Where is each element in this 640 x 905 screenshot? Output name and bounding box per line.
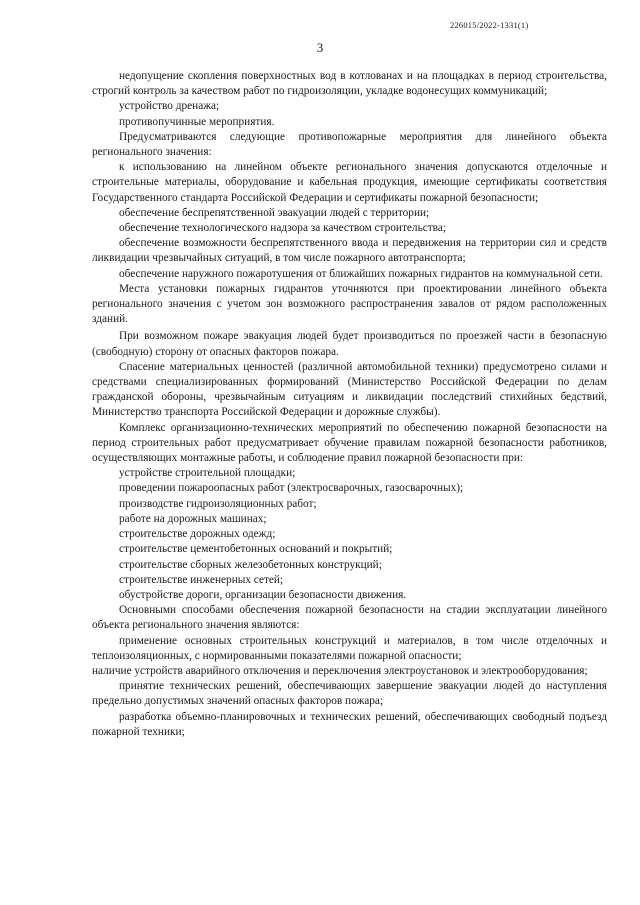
page-number: 3 <box>316 40 324 55</box>
paragraph: Основными способами обеспечения пожарной безопасности на стадии эксплуатации линейного объекта регионального значения являются: <box>92 604 607 632</box>
list-item: проведении пожароопасных работ (электросварочных, газосварочных); <box>119 482 464 495</box>
list-item: обустройстве дороги, организации безопасности движения. <box>119 588 407 601</box>
paragraph: обеспечение наружного пожаротушения от ближайших пожарных гидрантов на коммунальной сети. <box>119 267 603 280</box>
list-item: строительстве сборных железобетонных конструкций; <box>119 558 382 571</box>
paragraph: обеспечение технологического надзора за качеством строительства; <box>119 222 447 235</box>
document-number: 226015/2022-1331(1) <box>450 20 529 30</box>
paragraph: При возможном пожаре эвакуация людей будет производиться по проезжей части в безопасную (свободную) сторону от опасных факторов пожара. <box>92 330 607 358</box>
list-item: работе на дорожных машинах; <box>119 512 267 525</box>
paragraph: Комплекс организационно-технических мероприятий по обеспечению пожарной безопасности на период строительных работ предусматривает обучение правилам пожарной безопасности работников, осуществляющих монтажные работы, и соблюдение правил пожарной безопасности при: <box>92 421 607 465</box>
list-item: строительстве цементобетонных оснований и покрытий; <box>119 543 393 556</box>
paragraph: Места установки пожарных гидрантов уточняются при проектировании линейного объекта регионального значения с учетом зон возможного распространения завалов от рядом расположенных зданий. <box>92 282 607 326</box>
paragraph: Предусматриваются следующие противопожарные мероприятия для линейного объекта регионального значения: <box>92 130 607 159</box>
paragraph: к использованию на линейном объекте регионального значения допускаются отделочные и строительные материалы, оборудование и кабельная продукция, имеющие сертификаты соответствия Государственного стандарта Российской Федерации и сертификаты пожарной безопасности; <box>92 161 607 204</box>
list-item: применение основных строительных конструкций и материалов, в том числе отделочных и теплоизоляционных, с нормированными показателями пожарной опасности; <box>92 634 607 662</box>
list-item: строительстве дорожных одежд; <box>119 528 276 541</box>
paragraph: Спасение материальных ценностей (различной автомобильной техники) предусмотрено силами и средствами специализированных формирований (Министерство Российской Федерации по делам гражданской обороны, чрезвычайным ситуациям и ликвидации последствий стихийных бедствий, Министерство транспорта Российской Федерации и дорожные службы). <box>92 360 607 419</box>
list-item: строительстве инженерных сетей; <box>119 573 284 586</box>
paragraph: обеспечение возможности беспрепятственного ввода и передвижения на территории сил и средств ликвидации чрезвычайных ситуаций, в том числе пожарного автотранспорта; <box>92 237 607 265</box>
paragraph: устройство дренажа; <box>119 100 220 113</box>
document-body <box>92 69 607 740</box>
paragraph: недопущение скопления поверхностных вод в котлованах и на площадках в период строительства, строгий контроль за качеством работ по гидроизоляции, укладке водонесущих коммуникаций; <box>92 70 607 98</box>
list-item: производстве гидроизоляционных работ; <box>119 497 317 510</box>
list-item: устройстве строительной площадки; <box>119 467 296 480</box>
paragraph: противопучинные мероприятия. <box>119 115 275 128</box>
paragraph: обеспечение беспрепятственной эвакуации людей с территории; <box>119 206 430 219</box>
list-item: разработка объемно-планировочных и технических решений, обеспечивающих свободный подъезд пожарной техники; <box>92 710 607 738</box>
list-item: наличие устройств аварийного отключения и переключения электроустановок и электрооборудования; <box>92 664 588 677</box>
list-item: принятие технических решений, обеспечивающих завершение эвакуации людей до наступления предельно допустимых значений опасных факторов пожара; <box>92 680 607 708</box>
